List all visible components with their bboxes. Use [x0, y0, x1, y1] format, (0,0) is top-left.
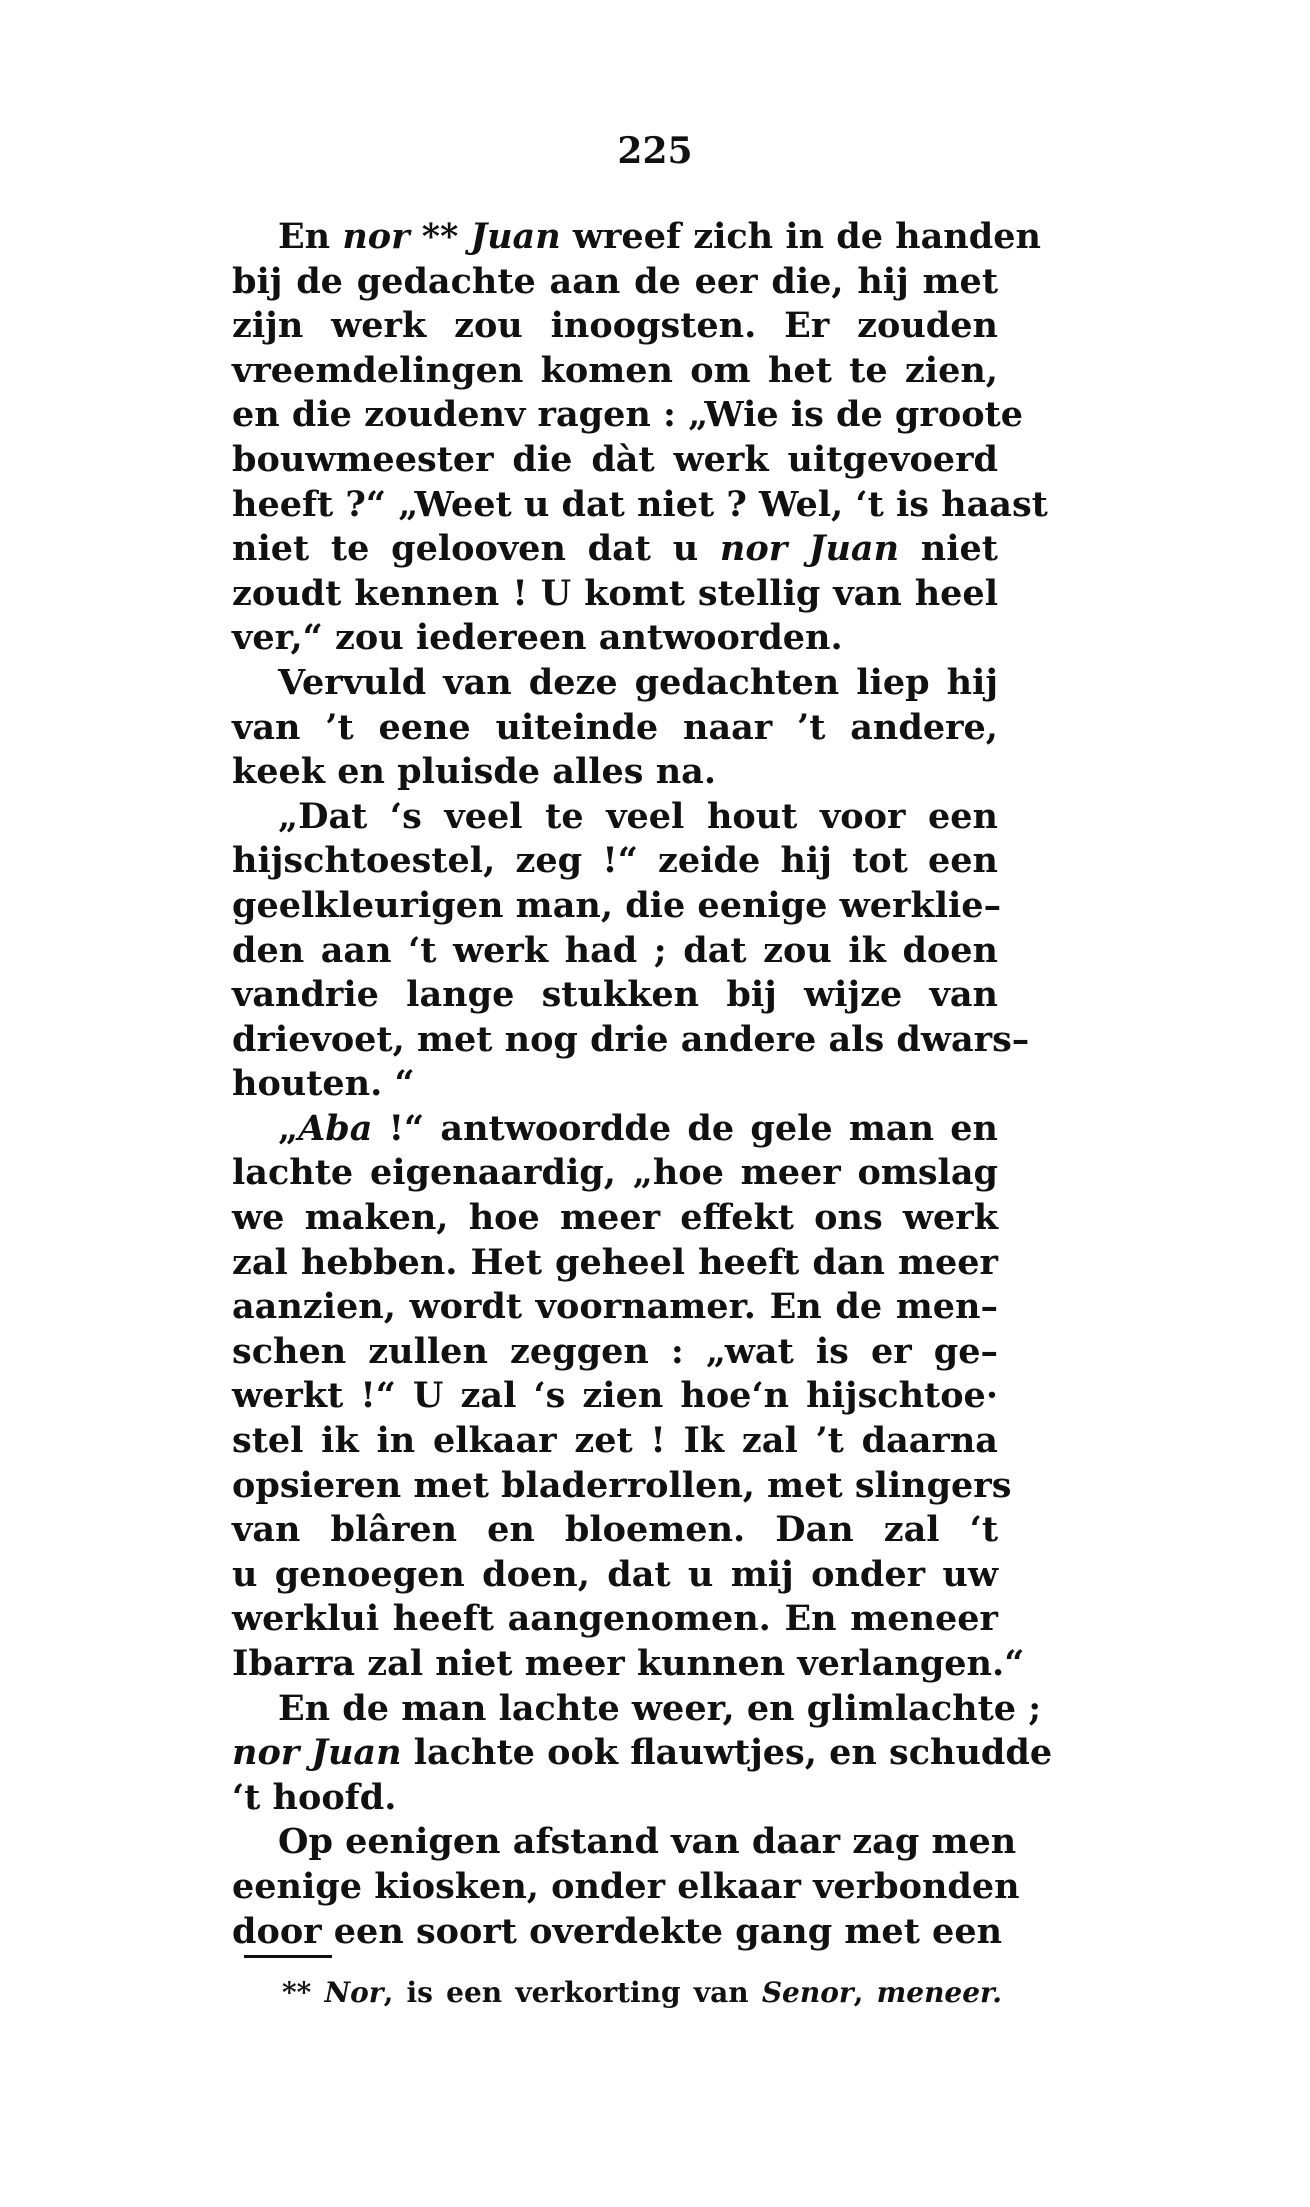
text-line: [232, 1196, 998, 1241]
italic-text: Aba: [298, 1107, 373, 1149]
text-line: [232, 393, 1023, 438]
text-segment: vandrie lange stukken bij wijze van: [232, 974, 998, 1016]
text-segment: door een soort overdekte gang met een: [232, 1910, 1003, 1952]
italic-text: Nor: [324, 1976, 384, 2009]
text-line: [232, 750, 998, 795]
body-text: [232, 215, 1053, 1954]
text-line: [232, 706, 998, 751]
text-segment: hijschtoestel, zeg !“ zeide hij tot een: [232, 840, 998, 882]
text-line: [232, 349, 998, 394]
text-line: [232, 616, 998, 661]
text-segment: Vervuld van deze gedachten liep hij: [278, 661, 998, 703]
text-line: [232, 661, 998, 706]
text-line: [232, 1687, 1042, 1732]
text-line: [232, 1865, 1020, 1910]
text-segment: zijn werk zou inoogsten. Er zouden: [232, 305, 998, 347]
text-segment: niet: [899, 528, 998, 570]
text-segment: wreef zich in de handen: [560, 216, 1041, 257]
text-line: [232, 438, 998, 483]
text-segment: ‘t hoofd.: [232, 1776, 397, 1818]
text-line: [232, 483, 1048, 528]
text-line: [232, 215, 1041, 260]
text-segment: bouwmeester die dàt werk uitgevoerd: [232, 438, 998, 480]
text-line: [232, 1018, 1030, 1063]
text-line: [232, 1464, 1012, 1509]
text-line: [232, 884, 1002, 929]
text-line: [232, 839, 998, 884]
text-segment: keek en pluisde alles na.: [232, 751, 717, 793]
italic-text: nor: [342, 216, 410, 257]
text-segment: ver,“ zou iedereen antwoorden.: [232, 617, 843, 659]
text-segment: van ’t eene uiteinde naar ’t andere,: [232, 706, 998, 748]
text-line: [232, 260, 998, 305]
text-segment: vreemdelingen komen om het te zien,: [232, 349, 998, 391]
text-segment: en die zoudenv ragen : „Wie is de groote: [232, 394, 1023, 436]
text-segment: , is een verkorting van: [383, 1976, 762, 2009]
footnote: [282, 1975, 1002, 2011]
text-line: [232, 1151, 998, 1196]
text-line: [232, 1776, 998, 1821]
text-segment: zal hebben. Het geheel heeft dan meer: [232, 1241, 998, 1283]
text-segment: En: [278, 216, 343, 257]
text-line: [232, 1374, 998, 1419]
italic-text: Juan: [470, 216, 561, 257]
text-line: [232, 1597, 998, 1642]
page-number: 225: [617, 130, 693, 172]
text-segment: opsieren met bladerrollen, met slingers: [232, 1464, 1012, 1506]
italic-text: nor Juan: [719, 528, 900, 570]
text-segment: !“ antwoordde de gele man en: [372, 1107, 998, 1149]
text-segment: den aan ‘t werk had ; dat zou ik doen: [232, 929, 998, 971]
text-segment: geelkleurigen man, die eenige werklie–: [232, 884, 1002, 926]
text-segment: bij de gedachte aan de eer die, hij met: [232, 260, 998, 302]
text-segment: van blâren en bloemen. Dan zal ‘t: [232, 1509, 998, 1551]
text-line: [232, 527, 998, 572]
text-segment: eenige kiosken, onder elkaar verbonden: [232, 1865, 1020, 1907]
text-segment: werkt !“ U zal ‘s zien hoe‘n hijschtoe·: [232, 1375, 998, 1417]
italic-text: nor Juan: [232, 1732, 402, 1774]
text-line: [232, 1910, 1003, 1955]
text-segment: houten. “: [232, 1063, 415, 1105]
text-line: [232, 1062, 998, 1107]
text-line: [232, 1642, 1025, 1687]
text-line: [232, 795, 998, 840]
text-segment: zoudt kennen ! U komt stellig van heel: [232, 572, 998, 614]
text-line: [232, 1241, 998, 1286]
text-segment: heeft ?“ „Weet u dat niet ? Wel, ‘t is haast: [232, 483, 1048, 525]
text-segment: „: [278, 1107, 299, 1149]
text-segment: „Dat ‘s veel te veel hout voor een: [278, 795, 998, 837]
italic-text: Senor: [761, 1976, 854, 2009]
text-line: [232, 1731, 1053, 1776]
text-line: [232, 929, 998, 974]
text-line: [232, 304, 998, 349]
text-segment: drievoet, met nog drie andere als dwars–: [232, 1018, 1030, 1060]
text-line: [232, 1419, 998, 1464]
italic-text: meneer.: [876, 1976, 1002, 2009]
text-segment: schen zullen zeggen : „wat is er ge–: [232, 1330, 998, 1372]
text-segment: lachte ook flauwtjes, en schudde: [401, 1732, 1053, 1774]
text-line: [232, 973, 998, 1018]
text-segment: Ibarra zal niet meer kunnen verlangen.“: [232, 1643, 1025, 1684]
text-segment: stel ik in elkaar zet ! Ik zal ’t daarna: [232, 1420, 998, 1462]
text-segment: **: [409, 216, 471, 257]
footnote-rule: [244, 1955, 332, 1958]
text-line: [232, 572, 998, 617]
text-line: [232, 1107, 998, 1152]
text-segment: Op eenigen afstand van daar zag men: [278, 1821, 1017, 1863]
text-segment: **: [282, 1976, 325, 2009]
text-line: [232, 1553, 998, 1598]
text-segment: u genoegen doen, dat u mij onder uw: [232, 1553, 998, 1595]
text-segment: En de man lachte weer, en glimlachte ;: [278, 1687, 1042, 1729]
text-segment: we maken, hoe meer effekt ons werk: [232, 1197, 998, 1239]
text-segment: aanzien, wordt voornamer. En de men–: [232, 1286, 998, 1328]
text-segment: werklui heeft aangenomen. En meneer: [232, 1598, 998, 1640]
text-segment: lachte eigenaardig, „hoe meer omslag: [232, 1152, 998, 1194]
text-line: [232, 1330, 998, 1375]
text-line: [232, 1820, 1017, 1865]
text-line: [232, 1508, 998, 1553]
text-segment: niet te gelooven dat u: [232, 528, 720, 570]
text-line: [232, 1285, 998, 1330]
text-segment: ,: [853, 1976, 877, 2009]
